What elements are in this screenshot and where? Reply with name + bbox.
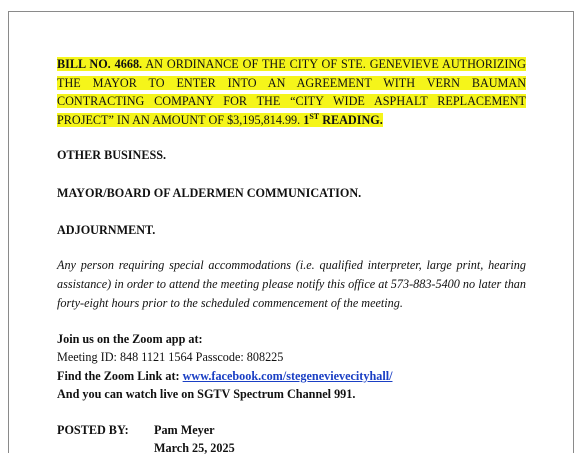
reading-number: 1 [303, 112, 310, 127]
adjournment-heading: ADJOURNMENT. [57, 223, 156, 237]
bill-paragraph [57, 55, 526, 129]
reading-label: READING. [319, 112, 383, 127]
zoom-find-label: Find the Zoom Link at: [57, 368, 183, 383]
agenda-content [57, 55, 526, 458]
bill-description: AN ORDINANCE OF THE CITY OF STE. GENEVIEVE AUTHORIZING THE MAYOR TO ENTER INTO AN AGREEMENT WITH VERN BAUMAN CONTRACTING COMPANY FOR THE “CITY WIDE ASPHALT REPLACEMENT PROJECT” IN AN AMOUNT OF $3,195,814.99. [57, 57, 526, 127]
reading-superscript: ST [309, 111, 320, 121]
posted-date: March 25, 2025 [154, 441, 235, 455]
other-business-heading: OTHER BUSINESS. [57, 148, 167, 162]
page-border-left [8, 11, 9, 453]
accommodation-notice: Any person requiring special accommodations (i.e. qualified interpreter, large print, hearing assistance) in order to attend the meeting please notify this office at 573-883-5400 no later than forty-eight hours prior to the scheduled commencement of the meeting. [57, 257, 526, 310]
mayor-communication-heading: MAYOR/BOARD OF ALDERMEN COMMUNICATION. [57, 185, 362, 200]
posted-by-label: POSTED BY: [57, 422, 129, 437]
zoom-find-line [57, 367, 526, 386]
bill-number: BILL NO. 4668. [57, 57, 143, 71]
sgtv-watch-line: And you can watch live on SGTV Spectrum Channel 991. [57, 387, 356, 401]
facebook-link[interactable]: www.facebook.com/stegenevievecityhall/ [182, 368, 393, 383]
posted-by-name: Pam Meyer [154, 422, 215, 437]
page-border-top [8, 11, 574, 12]
page-border-right [573, 11, 574, 453]
zoom-join-label: Join us on the Zoom app at: [57, 331, 203, 346]
posted-by-details [154, 421, 235, 458]
posted-by-block [57, 421, 526, 458]
zoom-meeting-info: Meeting ID: 848 1121 1564 Passcode: 808225 [57, 350, 284, 364]
